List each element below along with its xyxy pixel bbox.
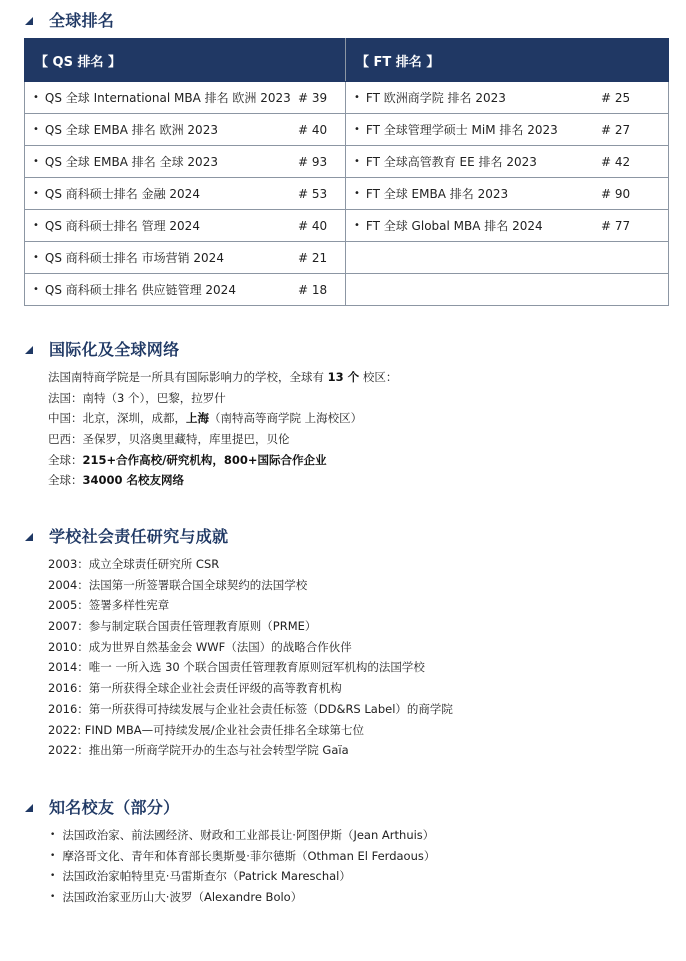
ranking-value: # 93 [298,154,328,169]
qs-cell [25,242,346,274]
section-title-rankings [25,8,114,31]
bullet-icon: • [50,850,56,861]
alumni-network-bold: 34000 名校友网络 [82,473,185,488]
alumni-text: 法国政治家亚历山大·波罗（Alexandre Bolo） [62,890,303,905]
qs-cell [25,178,346,210]
global-label: 全球： [48,452,83,467]
ranking-name: QS 全球 EMBA 排名 全球 2023 [44,155,218,169]
intro-line [48,367,397,388]
ranking-name: FT 全球 EMBA 排名 2023 [365,187,509,201]
rankings-table [24,38,669,306]
ft-header: 【 FT 排名 】 [346,39,669,82]
triangle-bullet-icon [25,17,33,25]
alumni-item [48,825,435,846]
bullet-icon: • [33,92,39,103]
table-row [25,82,669,114]
china-line [48,408,397,429]
csr-item: 2005：签署多样性宪章 [48,598,170,613]
international-paragraph [48,367,397,491]
table-row [25,210,669,242]
ft-cell-empty [346,274,669,306]
ranking-name: FT 欧洲商学院 排名 2023 [365,91,506,105]
alumni-list [48,825,435,908]
qs-cell [25,274,346,306]
csr-list [48,554,453,761]
ranking-name: FT 全球 Global MBA 排名 2024 [365,219,543,233]
bullet-icon: • [33,188,39,199]
table-row [25,274,669,306]
ranking-value: # 90 [601,186,631,201]
csr-item: 2016：第一所获得可持续发展与企业社会责任标签（DD&RS Label）的商学院 [48,701,453,716]
ranking-name: QS 商科硕士排名 管理 2024 [44,219,200,233]
global-label: 全球： [48,473,83,488]
csr-item: 2007：参与制定联合国责任管理教育原则（PRME） [48,619,317,634]
ft-cell [346,178,669,210]
bullet-icon: • [33,156,39,167]
bullet-icon: • [354,92,360,103]
bullet-icon: • [33,220,39,231]
csr-item: 2022: FIND MBA—可持续发展/企业社会责任排名全球第七位 [48,722,364,737]
ft-cell [346,82,669,114]
section-title-text: 学校社会责任研究与成就 [49,527,229,546]
ft-cell [346,210,669,242]
section-title-international [25,337,179,360]
table-header-row [25,39,669,82]
csr-item: 2004：法国第一所签署联合国全球契约的法国学校 [48,577,308,592]
intro-suffix: 校区： [359,370,398,384]
ft-cell [346,146,669,178]
ranking-value: # 21 [298,250,328,265]
table-row [25,146,669,178]
brazil-line: 巴西：圣保罗，贝洛奥里藏特，库里提巴，贝伦 [48,432,290,447]
ranking-value: # 77 [601,218,631,233]
bullet-icon: • [354,220,360,231]
table-row [25,178,669,210]
ranking-value: # 40 [298,122,328,137]
qs-cell [25,146,346,178]
global-partners-line [48,450,397,471]
csr-item: 2010：成为世界自然基金会 WWF（法国）的战略合作伙伴 [48,639,352,654]
csr-item: 2016：第一所获得全球企业社会责任评级的高等教育机构 [48,681,342,696]
alumni-item [48,866,435,887]
global-alumni-line [48,470,397,491]
qs-header: 【 QS 排名 】 [25,39,346,82]
bullet-icon: • [33,124,39,135]
bullet-icon: • [50,871,56,882]
ranking-name: QS 全球 International MBA 排名 欧洲 2023 [44,91,291,105]
section-title-csr [25,524,228,547]
ranking-name: QS 商科硕士排名 金融 2024 [44,187,200,201]
triangle-bullet-icon [25,804,33,812]
ranking-name: FT 全球管理学硕士 MiM 排名 2023 [365,123,558,137]
bullet-icon: • [354,156,360,167]
ranking-value: # 25 [601,90,631,105]
bullet-icon: • [354,124,360,135]
csr-item: 2003：成立全球责任研究所 CSR [48,557,220,571]
bullet-icon: • [354,188,360,199]
ranking-name: QS 全球 EMBA 排名 欧洲 2023 [44,123,218,137]
qs-cell [25,210,346,242]
china-text: 中国：北京，深圳，成都， [48,411,186,426]
csr-item: 2014：唯一 一所入选 30 个联合国责任管理教育原则冠军机构的法国学校 [48,660,425,675]
ranking-name: QS 商科硕士排名 供应链管理 2024 [44,283,236,297]
partners-bold: 215+合作高校/研究机构，800+国际合作企业 [82,452,327,467]
alumni-text: 摩洛哥文化、青年和体育部长奥斯曼·菲尔德斯（Othman El Ferdaous） [62,848,436,863]
campus-count: 13 个 [327,370,360,384]
qs-cell [25,114,346,146]
ft-cell [346,114,669,146]
shanghai-bold: 上海 [186,411,209,426]
triangle-bullet-icon [25,533,33,541]
triangle-bullet-icon [25,346,33,354]
alumni-item [48,887,435,908]
ranking-value: # 27 [601,122,631,137]
ranking-value: # 53 [298,186,328,201]
ranking-value: # 18 [298,282,328,297]
intro-text: 法国南特商学院是一所具有国际影响力的学校，全球有 [48,370,328,384]
bullet-icon: • [33,252,39,263]
bullet-icon: • [33,284,39,295]
alumni-text: 法国政治家帕特里克·马雷斯查尔（Patrick Mareschal） [62,869,351,884]
table-row [25,242,669,274]
france-line: 法国：南特（3 个），巴黎，拉罗什 [48,390,226,405]
qs-cell [25,82,346,114]
bullet-icon: • [50,830,56,840]
alumni-text: 法国政治家、前法國经济、财政和工业部長让·阿图伊斯（Jean Arthuis） [62,828,435,842]
china-suffix: （南特高等商学院 上海校区） [209,411,363,426]
bullet-icon: • [50,892,56,903]
section-title-alumni [25,795,179,818]
ranking-name: QS 商科硕士排名 市场营销 2024 [44,251,224,265]
section-title-text: 全球排名 [49,11,115,30]
ranking-value: # 39 [298,90,328,105]
csr-item: 2022：推出第一所商学院开办的生态与社会转型学院 Gaïa [48,743,349,758]
ranking-name: FT 全球高管教育 EE 排名 2023 [365,155,537,169]
alumni-item [48,846,435,867]
ft-cell-empty [346,242,669,274]
section-title-text: 国际化及全球网络 [49,340,180,359]
ranking-value: # 42 [601,154,631,169]
table-row [25,114,669,146]
ranking-value: # 40 [298,218,328,233]
section-title-text: 知名校友（部分） [49,798,180,817]
